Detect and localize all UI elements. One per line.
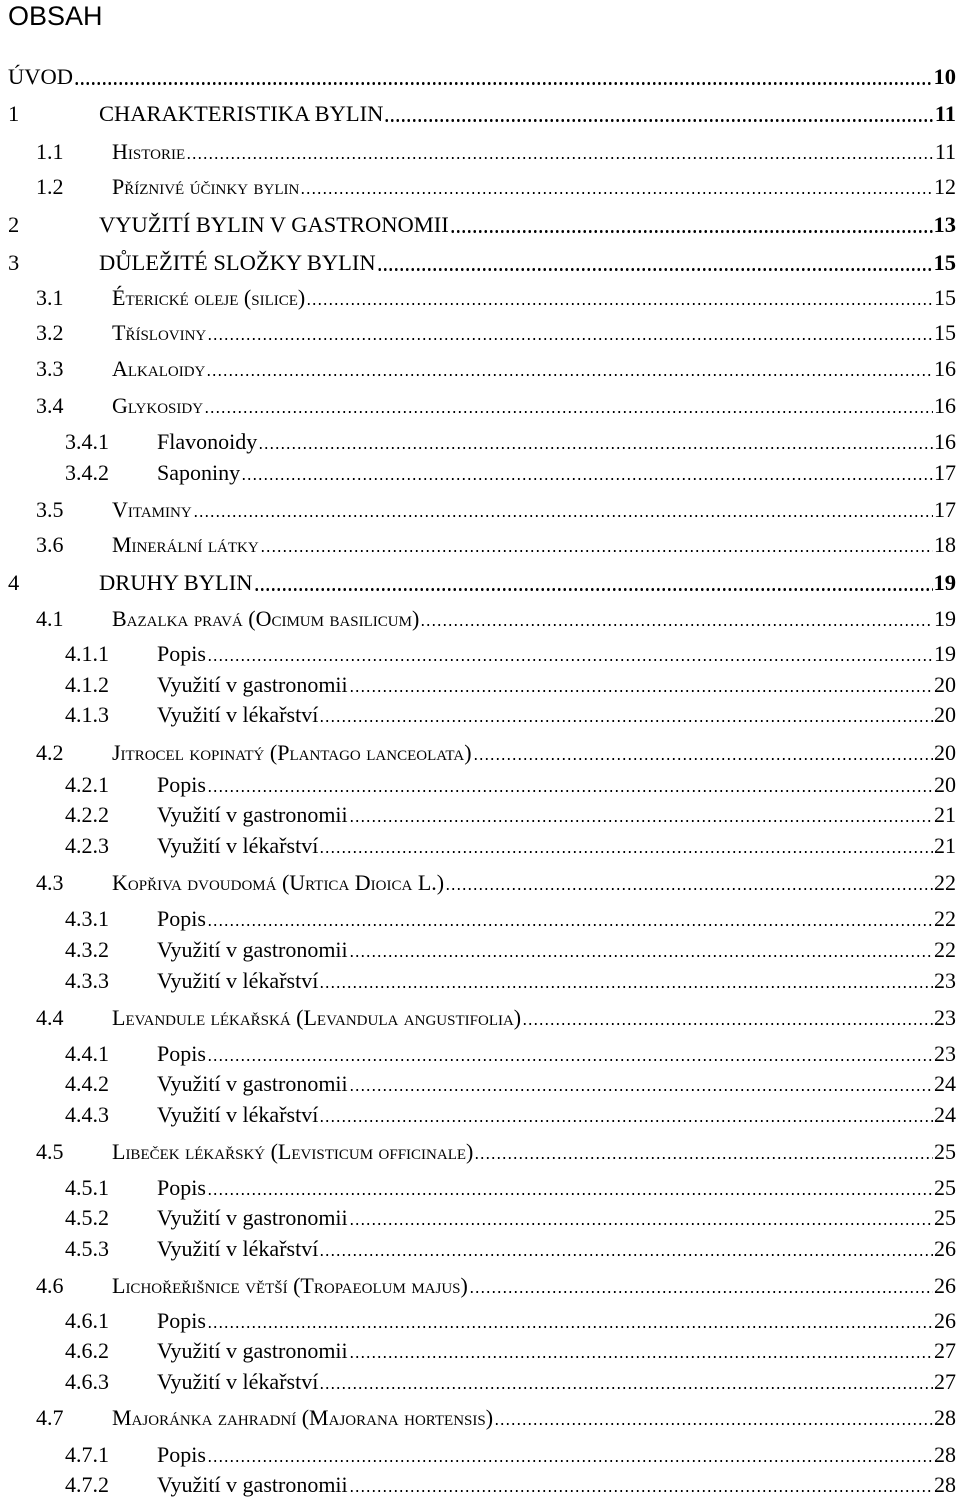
toc-entry-page: 20 <box>934 740 956 765</box>
dot-leader <box>254 588 933 591</box>
toc-entry-page: 27 <box>934 1338 956 1363</box>
toc-entry-number: 4.4.2 <box>65 1071 109 1096</box>
dot-leader <box>207 924 933 926</box>
toc-entry[interactable] <box>8 639 956 667</box>
toc-entry-number: 3.4 <box>36 393 64 418</box>
toc-entry[interactable] <box>8 354 956 382</box>
toc-entry[interactable] <box>8 1367 956 1395</box>
dot-leader <box>319 986 933 988</box>
toc-entry[interactable] <box>8 1069 956 1097</box>
toc-entry-page: 20 <box>934 702 956 727</box>
toc-entry-number: 4.7 <box>36 1405 64 1430</box>
toc-entry-page: 22 <box>934 906 956 931</box>
toc-entry[interactable] <box>8 427 956 455</box>
toc-entry-page: 16 <box>934 356 956 381</box>
toc-entry-page: 28 <box>934 1472 956 1497</box>
toc-entry-number: 4.3.2 <box>65 937 109 962</box>
dot-leader <box>207 790 933 792</box>
toc-entry[interactable] <box>8 1203 956 1231</box>
toc-entry-title: Využití v gastronomii <box>157 802 348 827</box>
toc-entry-number: 4.6.3 <box>65 1369 109 1394</box>
toc-entry-title: Využití v gastronomii <box>157 937 348 962</box>
toc-entry-title: Majoránka zahradní (Majorana hortensis) <box>112 1405 494 1430</box>
toc-entry-page: 16 <box>934 429 956 454</box>
toc-entry-page: 11 <box>934 101 956 126</box>
toc-entry-page: 19 <box>933 570 956 595</box>
toc-entry-page: 28 <box>934 1442 956 1467</box>
toc-entry-page: 23 <box>934 1005 956 1030</box>
toc-entry-number: 4.5.2 <box>65 1205 109 1230</box>
toc-entry-number: 4.2.3 <box>65 833 109 858</box>
toc-entry-number: 3.2 <box>36 320 64 345</box>
dot-leader <box>260 550 933 552</box>
toc-entry-title: Využití v lékařství <box>157 1236 319 1261</box>
toc-entry[interactable] <box>8 800 956 828</box>
toc-entry[interactable] <box>8 1234 956 1262</box>
toc-entry[interactable] <box>8 248 956 276</box>
dot-leader <box>207 1460 933 1462</box>
toc-entry-number: 4.3 <box>36 870 64 895</box>
toc-entry-page: 12 <box>934 174 956 199</box>
toc-entry-title: Lichořeřišnice větší (Tropaeolum majus) <box>112 1273 468 1298</box>
toc-entry-page: 28 <box>934 1405 956 1430</box>
toc-entry-title: Vitaminy <box>112 497 192 522</box>
toc-entry-title: Popis <box>157 906 206 931</box>
toc-entry-page: 20 <box>934 672 956 697</box>
dot-leader <box>474 1157 933 1159</box>
toc-entry-number: 4.3.1 <box>65 906 109 931</box>
dot-leader <box>258 447 933 449</box>
toc-entry-title: Éterické oleje (silice) <box>112 285 306 310</box>
dot-leader <box>377 268 933 271</box>
toc-entry[interactable] <box>8 1403 956 1431</box>
toc-entry-title: Historie <box>112 139 186 164</box>
toc-entry-title: Jitrocel kopinatý (Plantago lanceolata) <box>112 740 472 765</box>
toc-entry-page: 23 <box>934 1041 956 1066</box>
page-title: OBSAH <box>8 1 103 31</box>
dot-leader <box>420 624 933 626</box>
toc-entry-title: Popis <box>157 641 206 666</box>
toc-entry-title: Třísloviny <box>112 320 207 345</box>
dot-leader <box>319 1387 933 1389</box>
dot-leader <box>207 1193 933 1195</box>
dot-leader <box>349 690 933 692</box>
toc-entry-page: 20 <box>934 772 956 797</box>
toc-entry-number: 3.5 <box>36 497 64 522</box>
dot-leader <box>494 1423 933 1425</box>
toc-entry-page: 26 <box>934 1236 956 1261</box>
toc-entry-number: 4.1.1 <box>65 641 109 666</box>
toc-entry[interactable] <box>8 210 956 238</box>
toc-entry-page: 22 <box>934 937 956 962</box>
toc-entry-number: 4.2.2 <box>65 802 109 827</box>
toc-entry-page: 22 <box>934 870 956 895</box>
toc-entry-title: Saponiny <box>157 460 241 485</box>
toc-entry-title: Využití v lékařství <box>157 1102 319 1127</box>
dot-leader <box>445 888 933 890</box>
toc-entry[interactable] <box>8 495 956 523</box>
toc-entry-number: 4.4.3 <box>65 1102 109 1127</box>
toc-entry-page: 25 <box>934 1139 956 1164</box>
toc-entry-number: 2 <box>8 212 20 237</box>
toc-entry-title: Bazalka pravá (Ocimum basilicum) <box>112 606 420 631</box>
toc-entry[interactable] <box>8 1039 956 1067</box>
toc-entry-number: 4.6 <box>36 1273 64 1298</box>
toc-entry[interactable] <box>8 1137 956 1165</box>
toc-entry-title: Využití v gastronomii <box>157 1205 348 1230</box>
toc-entry-page: 25 <box>934 1175 956 1200</box>
toc-entry-page: 24 <box>934 1071 956 1096</box>
dot-leader <box>450 230 933 233</box>
toc-entry[interactable] <box>8 568 956 596</box>
dot-leader <box>300 192 933 194</box>
toc-entry[interactable] <box>8 62 956 90</box>
toc-entry[interactable] <box>8 831 956 859</box>
toc-entry-title: CHARAKTERISTIKA BYLIN <box>99 101 384 126</box>
toc-entry-number: 4.7.2 <box>65 1472 109 1497</box>
toc-entry[interactable] <box>8 935 956 963</box>
toc-entry-title: Popis <box>157 1308 206 1333</box>
toc-entry-page: 19 <box>934 606 956 631</box>
toc-entry-title: Popis <box>157 1041 206 1066</box>
toc-entry-number: 4.5.3 <box>65 1236 109 1261</box>
dot-leader <box>349 1356 933 1358</box>
dot-leader <box>349 955 933 957</box>
dot-leader <box>241 478 933 480</box>
toc-entry[interactable] <box>8 700 956 728</box>
dot-leader <box>522 1023 933 1025</box>
dot-leader <box>306 303 933 305</box>
dot-leader <box>319 851 933 853</box>
toc-entry-number: 4.3.3 <box>65 968 109 993</box>
toc-entry[interactable] <box>8 172 956 200</box>
toc-entry-title: Využití v lékařství <box>157 1369 319 1394</box>
toc-entry-page: 26 <box>934 1273 956 1298</box>
toc-entry-title: Flavonoidy <box>157 429 258 454</box>
dot-leader <box>319 720 933 722</box>
toc-entry-number: 4.5.1 <box>65 1175 109 1200</box>
toc-entry[interactable] <box>8 1470 956 1498</box>
toc-entry-page: 23 <box>934 968 956 993</box>
toc-entry-page: 13 <box>933 212 956 237</box>
toc-entry-page: 21 <box>934 833 956 858</box>
dot-leader <box>204 411 933 413</box>
toc-entry[interactable] <box>8 318 956 346</box>
toc-entry-page: 17 <box>934 497 956 522</box>
toc-entry-page: 26 <box>934 1308 956 1333</box>
toc-entry-page: 15 <box>934 285 956 310</box>
toc-entry-number: 4.1.2 <box>65 672 109 697</box>
toc-entry[interactable] <box>8 283 956 311</box>
toc-entry[interactable] <box>8 391 956 419</box>
toc-entry-number: 4 <box>8 570 20 595</box>
toc-entry-title: Levandule lékařská (Levandula angustifolia) <box>112 1005 522 1030</box>
toc-entry[interactable] <box>8 670 956 698</box>
toc-entry[interactable] <box>8 1173 956 1201</box>
toc-entry-title: Využití v gastronomii <box>157 1472 348 1497</box>
toc-entry-title: Využití v lékařství <box>157 702 319 727</box>
dot-leader <box>207 338 933 340</box>
toc-entry-title: DŮLEŽITÉ SLOŽKY BYLIN <box>99 250 376 275</box>
toc-entry[interactable] <box>8 738 956 766</box>
toc-entry-number: 4.4 <box>36 1005 64 1030</box>
dot-leader <box>319 1254 933 1256</box>
dot-leader <box>473 758 933 760</box>
toc-entry-number: 4.1 <box>36 606 64 631</box>
toc-entry[interactable] <box>8 137 956 165</box>
toc-entry-title: Popis <box>157 1175 206 1200</box>
dot-leader <box>186 157 934 159</box>
dot-leader <box>349 1490 933 1492</box>
toc-entry[interactable] <box>8 1440 956 1468</box>
toc-entry-number: 4.7.1 <box>65 1442 109 1467</box>
toc-entry-number: 3.4.2 <box>65 460 109 485</box>
toc-entry[interactable] <box>8 1100 956 1128</box>
dot-leader <box>207 1059 933 1061</box>
toc-entry-page: 24 <box>934 1102 956 1127</box>
toc-entry[interactable] <box>8 770 956 798</box>
toc-entry-title: Glykosidy <box>112 393 204 418</box>
toc-entry-title: Alkaloidy <box>112 356 206 381</box>
toc-entry-number: 1.1 <box>36 139 64 164</box>
dot-leader <box>207 1326 933 1328</box>
toc-entry-page: 21 <box>934 802 956 827</box>
toc-entry-number: 3.3 <box>36 356 64 381</box>
toc-entry-page: 25 <box>934 1205 956 1230</box>
toc-entry[interactable] <box>8 1306 956 1334</box>
dot-leader <box>193 515 933 517</box>
toc-entry-title: Kopřiva dvoudomá (Urtica Dioica L.) <box>112 870 445 895</box>
toc-entry-page: 15 <box>933 250 956 275</box>
toc-entry-title: Příznivé účinky bylin <box>112 174 300 199</box>
toc-entry[interactable] <box>8 868 956 896</box>
dot-leader <box>349 820 933 822</box>
toc-entry-number: 4.6.1 <box>65 1308 109 1333</box>
toc-entry[interactable] <box>8 966 956 994</box>
toc-entry[interactable] <box>8 1336 956 1364</box>
dot-leader <box>384 119 933 122</box>
toc-entry[interactable] <box>8 1003 956 1031</box>
toc-entry-number: 4.4.1 <box>65 1041 109 1066</box>
dot-leader <box>349 1089 933 1091</box>
toc-entry-title: DRUHY BYLIN <box>99 570 253 595</box>
toc-entry-title: Využití v lékařství <box>157 968 319 993</box>
toc-entry-number: 1 <box>8 101 20 126</box>
toc-entry-number: 1.2 <box>36 174 64 199</box>
toc-entry-title: Popis <box>157 1442 206 1467</box>
toc-entry-page: 15 <box>934 320 956 345</box>
toc-entry-number: 3.1 <box>36 285 64 310</box>
dot-leader <box>469 1291 933 1293</box>
toc-entry-number: 4.1.3 <box>65 702 109 727</box>
toc-entry-title: VYUŽITÍ BYLIN V GASTRONOMII <box>99 212 449 237</box>
toc-entry-title: ÚVOD <box>8 64 73 89</box>
toc-entry-number: 4.5 <box>36 1139 64 1164</box>
toc-entry-title: Využití v lékařství <box>157 833 319 858</box>
toc-entry-page: 27 <box>934 1369 956 1394</box>
toc-entry[interactable] <box>8 1271 956 1299</box>
toc-entry-title: Minerální látky <box>112 532 259 557</box>
dot-leader <box>207 659 933 661</box>
toc-entry-title: Libeček lékařský (Levisticum officinale) <box>112 1139 474 1164</box>
dot-leader <box>349 1223 933 1225</box>
toc-entry-page: 16 <box>934 393 956 418</box>
dot-leader <box>74 82 933 85</box>
toc-entry-title: Využití v gastronomii <box>157 1338 348 1363</box>
toc-entry-page: 10 <box>933 64 956 89</box>
toc-entry-page: 18 <box>934 532 956 557</box>
toc-entry-page: 11 <box>934 139 956 164</box>
toc-entry[interactable] <box>8 99 956 127</box>
dot-leader <box>206 374 933 376</box>
dot-leader <box>319 1120 933 1122</box>
toc-entry[interactable] <box>8 458 956 486</box>
toc-entry-number: 4.2 <box>36 740 64 765</box>
toc-entry-number: 4.6.2 <box>65 1338 109 1363</box>
toc-entry[interactable] <box>8 904 956 932</box>
toc-entry-title: Využití v gastronomii <box>157 1071 348 1096</box>
toc-entry-number: 4.2.1 <box>65 772 109 797</box>
toc-entry-page: 17 <box>934 460 956 485</box>
toc-entry-title: Popis <box>157 772 206 797</box>
toc-entry-page: 19 <box>934 641 956 666</box>
toc-entry[interactable] <box>8 530 956 558</box>
toc-entry-number: 3 <box>8 250 20 275</box>
toc-entry-number: 3.6 <box>36 532 64 557</box>
toc-entry-title: Využití v gastronomii <box>157 672 348 697</box>
toc-entry-number: 3.4.1 <box>65 429 109 454</box>
toc-entry[interactable] <box>8 604 956 632</box>
